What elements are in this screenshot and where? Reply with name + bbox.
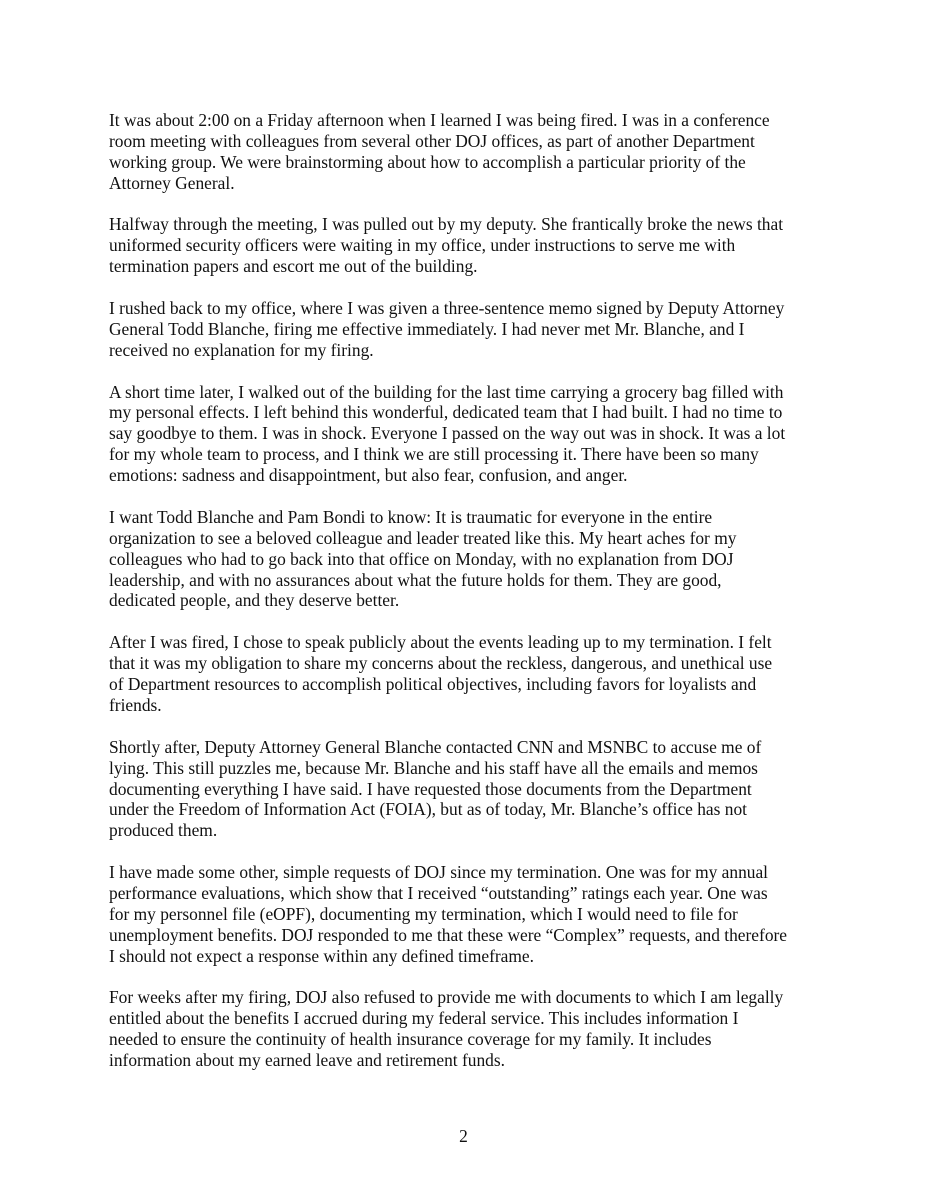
text-line: leadership, and with no assurances about what the future holds for them. They are good, [109, 569, 722, 590]
text-line: Halfway through the meeting, I was pulled out by my deputy. She frantically broke the news that [109, 214, 784, 235]
text-line: I rushed back to my office, where I was given a three-sentence memo signed by Deputy Attorney [109, 298, 785, 319]
paragraph-9 [109, 987, 824, 1071]
text-line: produced them. [109, 820, 218, 841]
text-line: After I was fired, I chose to speak publicly about the events leading up to my termination. I felt [109, 632, 772, 653]
text-line: organization to see a beloved colleague and leader treated like this. My heart aches for my [109, 527, 737, 548]
text-line: needed to ensure the continuity of health insurance coverage for my family. It includes [109, 1029, 712, 1050]
text-line: unemployment benefits. DOJ responded to me that these were “Complex” requests, and therefore [109, 924, 788, 945]
paragraph-4 [109, 382, 824, 486]
text-line: A short time later, I walked out of the building for the last time carrying a grocery bag filled with [109, 381, 784, 402]
paragraph-spacer [109, 841, 824, 862]
text-line: colleagues who had to go back into that office on Monday, with no explanation from DOJ [109, 548, 734, 569]
text-line: that it was my obligation to share my concerns about the reckless, dangerous, and unethical use [109, 653, 773, 674]
paragraph-spacer [109, 194, 824, 215]
text-line: I want Todd Blanche and Pam Bondi to know: It is traumatic for everyone in the entire [109, 506, 713, 527]
text-line: under the Freedom of Information Act (FOIA), but as of today, Mr. Blanche’s office has not [109, 799, 747, 820]
page-number: 2 [459, 1126, 468, 1146]
text-line: information about my earned leave and retirement funds. [109, 1050, 505, 1071]
text-line: received no explanation for my firing. [109, 339, 374, 360]
text-line: For weeks after my firing, DOJ also refused to provide me with documents to which I am legally [109, 987, 784, 1008]
text-line: of Department resources to accomplish political objectives, including favors for loyalists and [109, 674, 757, 695]
paragraph-spacer [109, 361, 824, 382]
text-line: documenting everything I have said. I have requested those documents from the Department [109, 778, 752, 799]
text-line: for my whole team to process, and I think we are still processing it. There have been so many [109, 444, 759, 465]
paragraph-spacer [109, 611, 824, 632]
text-line: working group. We were brainstorming about how to accomplish a particular priority of the [109, 151, 746, 172]
text-line: Attorney General. [109, 172, 235, 193]
text-line: entitled about the benefits I accrued during my federal service. This includes information I [109, 1008, 739, 1029]
text-line: termination papers and escort me out of the building. [109, 256, 478, 277]
paragraph-8 [109, 862, 824, 966]
text-line: dedicated people, and they deserve better. [109, 590, 400, 611]
text-line: uniformed security officers were waiting in my office, under instructions to serve me with [109, 235, 736, 256]
text-line: Shortly after, Deputy Attorney General Blanche contacted CNN and MSNBC to accuse me of [109, 736, 762, 757]
text-line: lying. This still puzzles me, because Mr. Blanche and his staff have all the emails and memos [109, 757, 758, 778]
text-line: General Todd Blanche, firing me effective immediately. I had never met Mr. Blanche, and I [109, 318, 745, 339]
paragraph-2 [109, 214, 824, 277]
text-line: It was about 2:00 on a Friday afternoon when I learned I was being fired. I was in a conference [109, 110, 770, 130]
paragraph-spacer [109, 967, 824, 988]
paragraph-1 [109, 110, 824, 194]
text-line: emotions: sadness and disappointment, but also fear, confusion, and anger. [109, 465, 628, 486]
text-line: I have made some other, simple requests of DOJ since my termination. One was for my annual [109, 862, 769, 883]
text-line: for my personnel file (eOPF), documenting my termination, which I would need to file for [109, 903, 738, 924]
paragraph-spacer [109, 277, 824, 298]
text-line: say goodbye to them. I was in shock. Everyone I passed on the way out was in shock. It was a lot [109, 423, 786, 444]
text-line: performance evaluations, which show that I received “outstanding” ratings each year. One was [109, 882, 768, 903]
paragraph-5 [109, 507, 824, 611]
text-line: my personal effects. I left behind this wonderful, dedicated team that I had built. I had no time to [109, 402, 783, 423]
paragraph-3 [109, 298, 824, 361]
paragraph-7 [109, 737, 824, 841]
paragraph-spacer [109, 486, 824, 507]
paragraph-spacer [109, 716, 824, 737]
paragraph-6 [109, 632, 824, 716]
text-line: friends. [109, 694, 162, 715]
text-line: I should not expect a response within any defined timeframe. [109, 945, 534, 966]
text-line: room meeting with colleagues from several other DOJ offices, as part of another Department [109, 130, 755, 151]
document-body [109, 110, 824, 1071]
